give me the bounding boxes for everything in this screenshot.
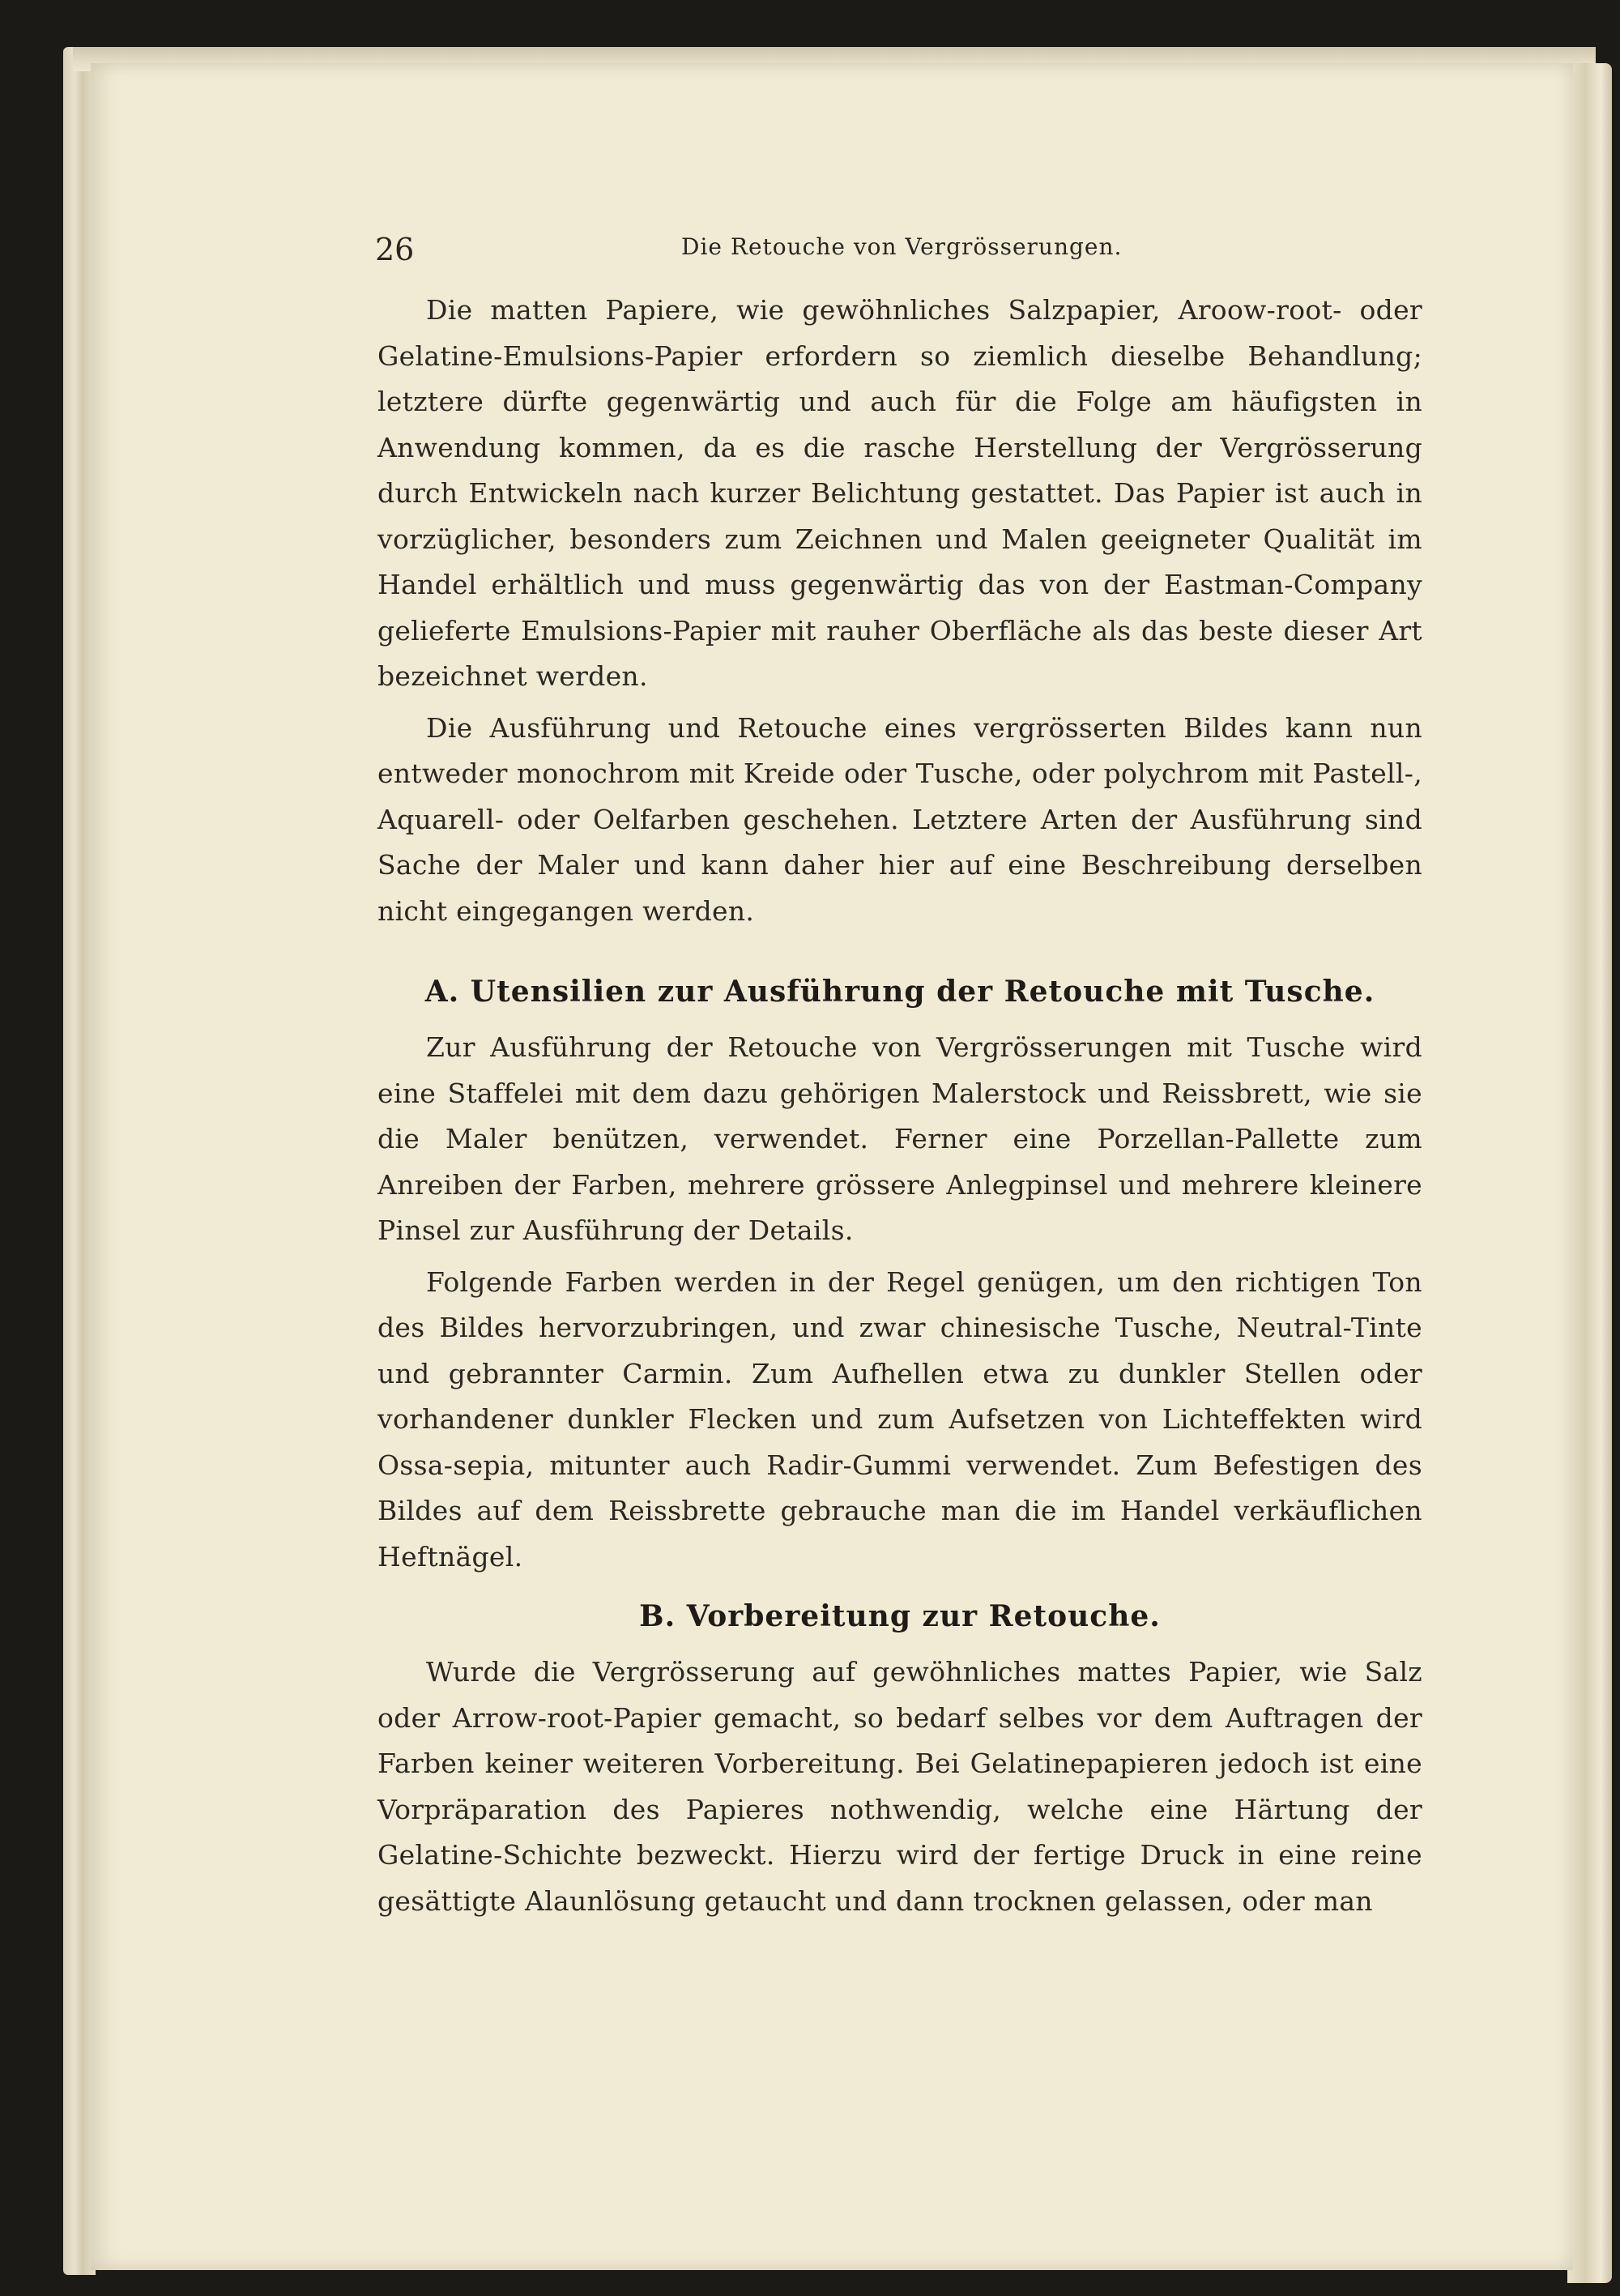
section-b xyxy=(377,1599,1422,1924)
section-a xyxy=(377,975,1422,1580)
page-number: 26 xyxy=(375,232,415,267)
paragraph: Folgende Farben werden in der Regel genügen, um den richtigen Ton des Bildes hervorzubringen, und zwar chinesische Tusche, Neutral-Tinte und gebrannter Carmin. Zum Aufhellen etwa zu dunkler Stellen oder vorhandener dunkler Flecken und zum Aufsetzen von Lichteffekten wird Ossa-sepia, mitunter auch Radir-Gummi verwendet. Zum Befestigen des Bildes auf dem Reissbrette gebrauche man die im Handel verkäuflichen Heftnägel. xyxy=(377,1265,1422,1573)
section-heading-b: B. Vorbereitung zur Retouche. xyxy=(639,1599,1161,1633)
running-head-title: Die Retouche von Vergrösserungen. xyxy=(681,233,1123,260)
section-heading-a: A. Utensilien zur Ausführung der Retouche mit Tusche. xyxy=(424,975,1375,1009)
paragraph: Die Ausführung und Retouche eines vergrösserten Bildes kann nun entweder monochrom mit Kreide oder Tusche, oder polychrom mit Pastell-, Aquarell- oder Oelfarben geschehen. Letztere Arten der Ausführung sind Sache der Maler und kann daher hier auf eine Beschreibung derselben nicht eingegangen werden. xyxy=(377,711,1422,927)
page-body xyxy=(377,288,1422,1930)
running-head xyxy=(375,225,1420,274)
paragraph: Die matten Papiere, wie gewöhnliches Salzpapier, Aroow-root- oder Gelatine-Emulsions-Papier erfordern so ziemlich dieselbe Behandlung; letztere dürfte gegenwärtig und auch für die Folge am häufigsten in Anwendung kommen, da es die rasche Herstellung der Vergrösserung durch Entwickeln nach kurzer Belichtung gestattet. Das Papier ist auch in vorzüglicher, besonders zum Zeichnen und Malen geeigneter Qualität im Handel erhältlich und muss gegenwärtig das von der Eastman-Company gelieferte Emulsions-Papier mit rauher Oberfläche als das beste dieser Art bezeichnet werden. xyxy=(377,294,1422,692)
book-page-edges-right xyxy=(1567,63,1612,2283)
paragraph: Wurde die Vergrösserung auf gewöhnliches mattes Papier, wie Salz oder Arrow-root-Papier gemacht, so bedarf selbes vor dem Auftragen der Farben keiner weiteren Vorbereitung. Bei Gelatinepapieren jedoch ist eine Vorpräparation des Papieres nothwendig, welche eine Härtung der Gelatine-Schichte bezweckt. Hierzu wird der fertige Druck in eine reine gesättigte Alaunlösung getaucht und dann trocknen gelassen, oder man xyxy=(377,1656,1422,1917)
paragraph: Zur Ausführung der Retouche von Vergrösserungen mit Tusche wird eine Staffelei mit dem dazu gehörigen Malerstock und Reissbrett, wie sie die Maler benützen, verwendet. Ferner eine Porzellan-Pallette zum Anreiben der Farben, mehrere grössere Anlegpinsel und mehrere kleinere Pinsel zur Ausführung der Details. xyxy=(377,1031,1422,1246)
